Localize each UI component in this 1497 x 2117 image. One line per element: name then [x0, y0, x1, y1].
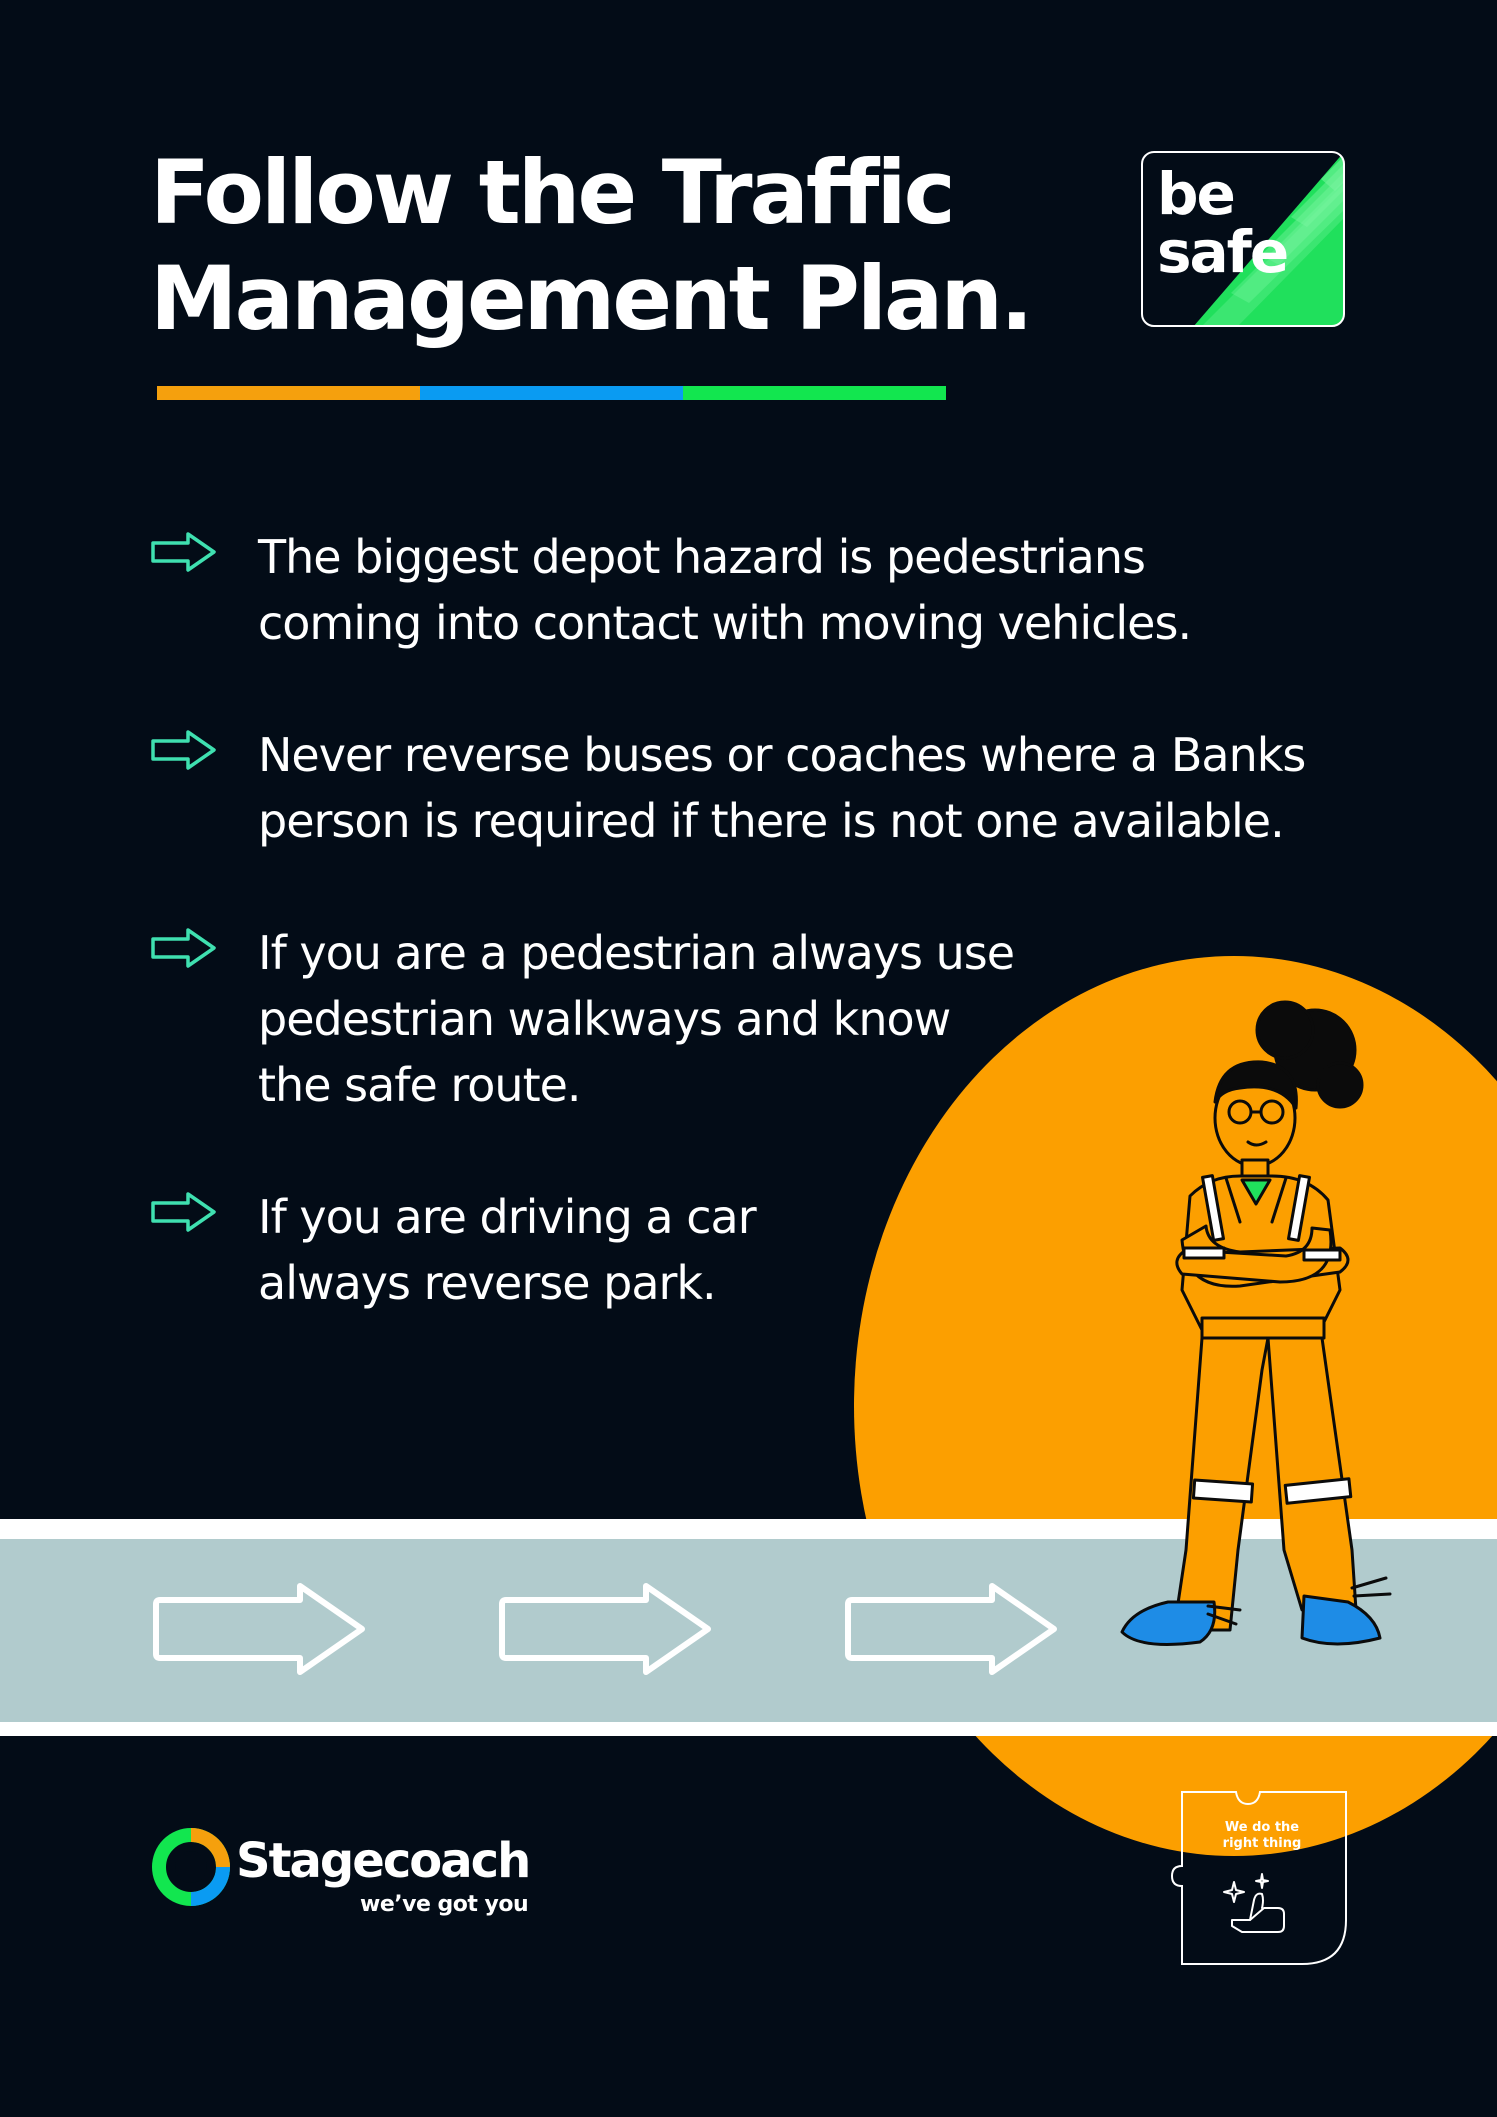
bullet-4-line-1: If you are driving a car: [258, 1190, 756, 1244]
values-card-text: [1210, 1820, 1314, 1852]
rule-segment-blue: [420, 386, 683, 400]
bullet-text-4: [258, 1184, 756, 1316]
bullet-text-2: [258, 722, 1305, 854]
badge-line-2: safe: [1157, 218, 1288, 286]
bullet-1-line-2: coming into contact with moving vehicles.: [258, 596, 1192, 650]
values-card: [1168, 1790, 1348, 1966]
bullet-2-line-2: person is required if there is not one available.: [258, 794, 1284, 848]
stagecoach-logo: [150, 1826, 550, 1926]
bullet-text-1: [258, 524, 1191, 656]
walkway-arrow-icon: [496, 1582, 714, 1676]
bullet-3-line-2: pedestrian walkways and know: [258, 992, 951, 1046]
stagecoach-swirl-icon: [150, 1826, 232, 1908]
title-line-1: Follow the Traffic: [150, 141, 953, 244]
arrow-right-icon: [150, 926, 218, 970]
arrow-right-icon: [150, 728, 218, 772]
rule-segment-orange: [157, 386, 420, 400]
stagecoach-tagline: we’ve got you: [360, 1892, 529, 1917]
page-title: [150, 140, 1031, 352]
be-safe-badge: [1141, 151, 1345, 327]
walkway-line-bottom: [0, 1722, 1497, 1736]
bullet-4-line-2: always reverse park.: [258, 1256, 716, 1310]
values-line-1: We do the: [1224, 1820, 1300, 1835]
badge-text: [1157, 160, 1288, 286]
badge-line-1: be: [1157, 160, 1234, 228]
arrow-right-icon: [150, 530, 218, 574]
title-line-2: Management Plan.: [150, 247, 1031, 350]
walkway-arrow-icon: [150, 1582, 368, 1676]
arrow-right-icon: [150, 1190, 218, 1234]
bullet-3-line-3: the safe route.: [258, 1058, 581, 1112]
stagecoach-wordmark: Stagecoach: [236, 1833, 530, 1889]
worker-illustration: [1090, 990, 1420, 1670]
tricolor-rule: [157, 386, 946, 400]
rule-segment-green: [683, 386, 946, 400]
thumbs-up-icon: [1224, 1874, 1284, 1932]
bullet-2-line-1: Never reverse buses or coaches where a Banks: [258, 728, 1306, 782]
values-line-2: right thing: [1222, 1836, 1302, 1851]
bullet-1-line-1: The biggest depot hazard is pedestrians: [258, 530, 1145, 584]
bullet-3-line-1: If you are a pedestrian always use: [258, 926, 1015, 980]
walkway-arrow-icon: [842, 1582, 1060, 1676]
bullet-text-3: [258, 920, 1014, 1118]
